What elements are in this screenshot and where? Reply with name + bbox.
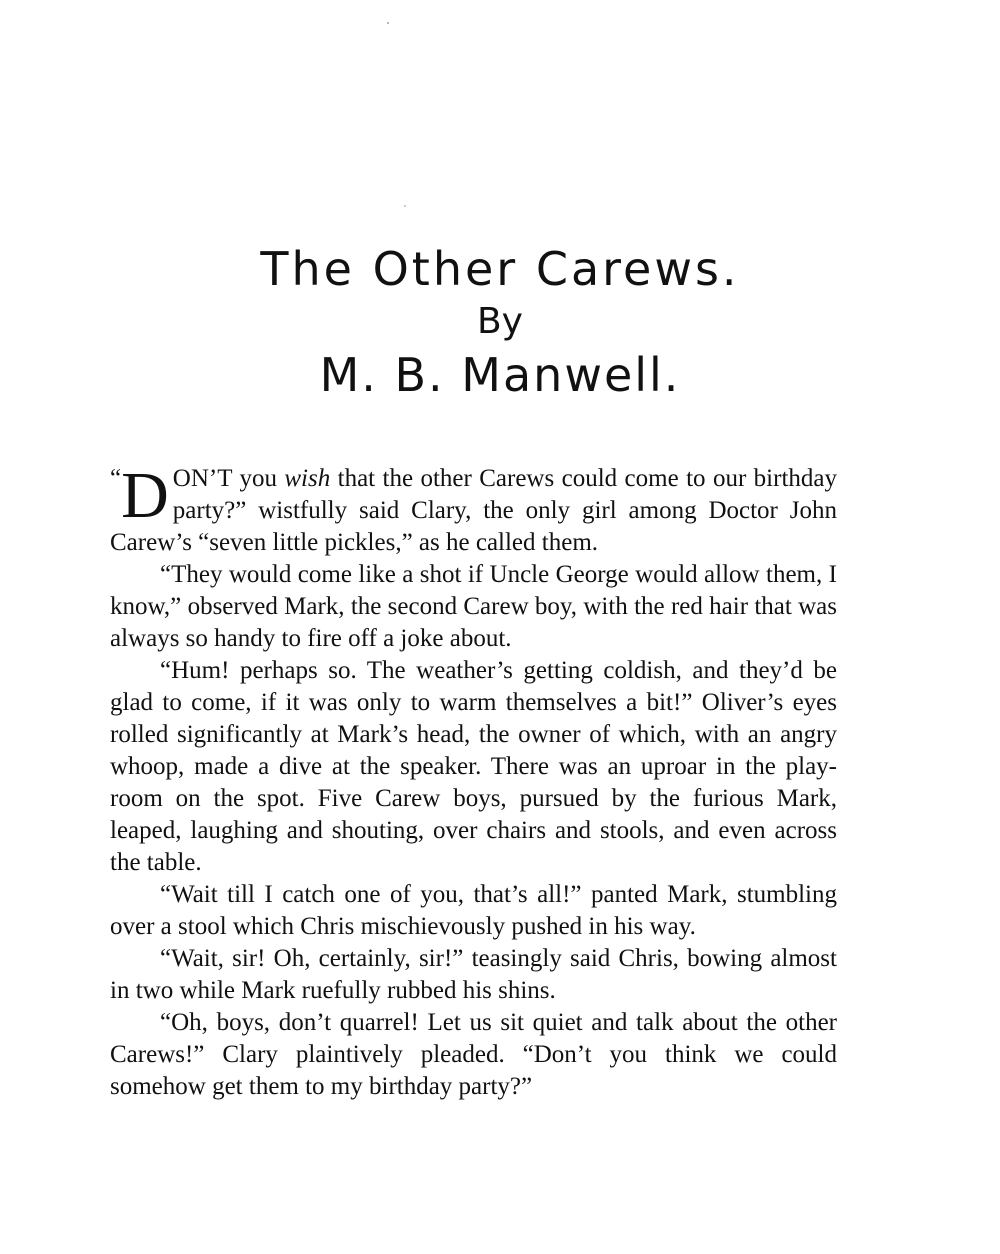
title-block bbox=[0, 238, 1000, 406]
paragraph: “Wait, sir! Oh, certainly, sir!” teasingly said Chris, bowing almost in two while Mark ruefully rubbed his shins. bbox=[110, 945, 837, 1004]
paragraph: “Oh, boys, don’t quarrel! Let us sit quiet and talk about the other Carews!” Clary plaintively pleaded. “Don’t you think we could somehow get them to my birthday party?” bbox=[110, 1009, 837, 1100]
ink-speck bbox=[387, 22, 389, 24]
emphasis: wish bbox=[284, 465, 331, 492]
paragraph bbox=[110, 459, 837, 559]
paragraph: “Wait till I catch one of you, that’s all!” panted Mark, stumbling over a stool which Chris mischievously pushed in his way. bbox=[110, 881, 837, 940]
paragraph: “They would come like a shot if Uncle George would allow them, I know,” observed Mark, the second Carew boy, with the red hair that was always so handy to fire off a joke about. bbox=[110, 561, 837, 652]
opening-quote: “ bbox=[110, 465, 122, 492]
ink-speck bbox=[404, 205, 406, 207]
story-title: The Other Carews. bbox=[260, 242, 740, 296]
paragraph-text: ON’T you bbox=[172, 465, 285, 492]
story-text bbox=[110, 459, 837, 1103]
author-name: M. B. Manwell. bbox=[319, 348, 681, 402]
byline-by: By bbox=[476, 301, 523, 342]
drop-cap: D bbox=[121, 459, 169, 532]
paragraph-text: that the other Carews could come to our birthday party?” wistfully said Clary, the only girl among Doctor John Carew’s “seven little pickles,” as he called them. bbox=[110, 465, 837, 556]
paragraph: “Hum! perhaps so. The weather’s getting coldish, and they’d be glad to come, if it was only to warm themselves a bit!” Oliver’s eyes rolled significantly at Mark’s head, the owner of which, with an angry whoop, made a dive at the speaker. There was an uproar in the play-room on the spot. Five Carew boys, pursued by the furious Mark, leaped, laughing and shouting, over chairs and stools, and even across the table. bbox=[110, 657, 837, 876]
